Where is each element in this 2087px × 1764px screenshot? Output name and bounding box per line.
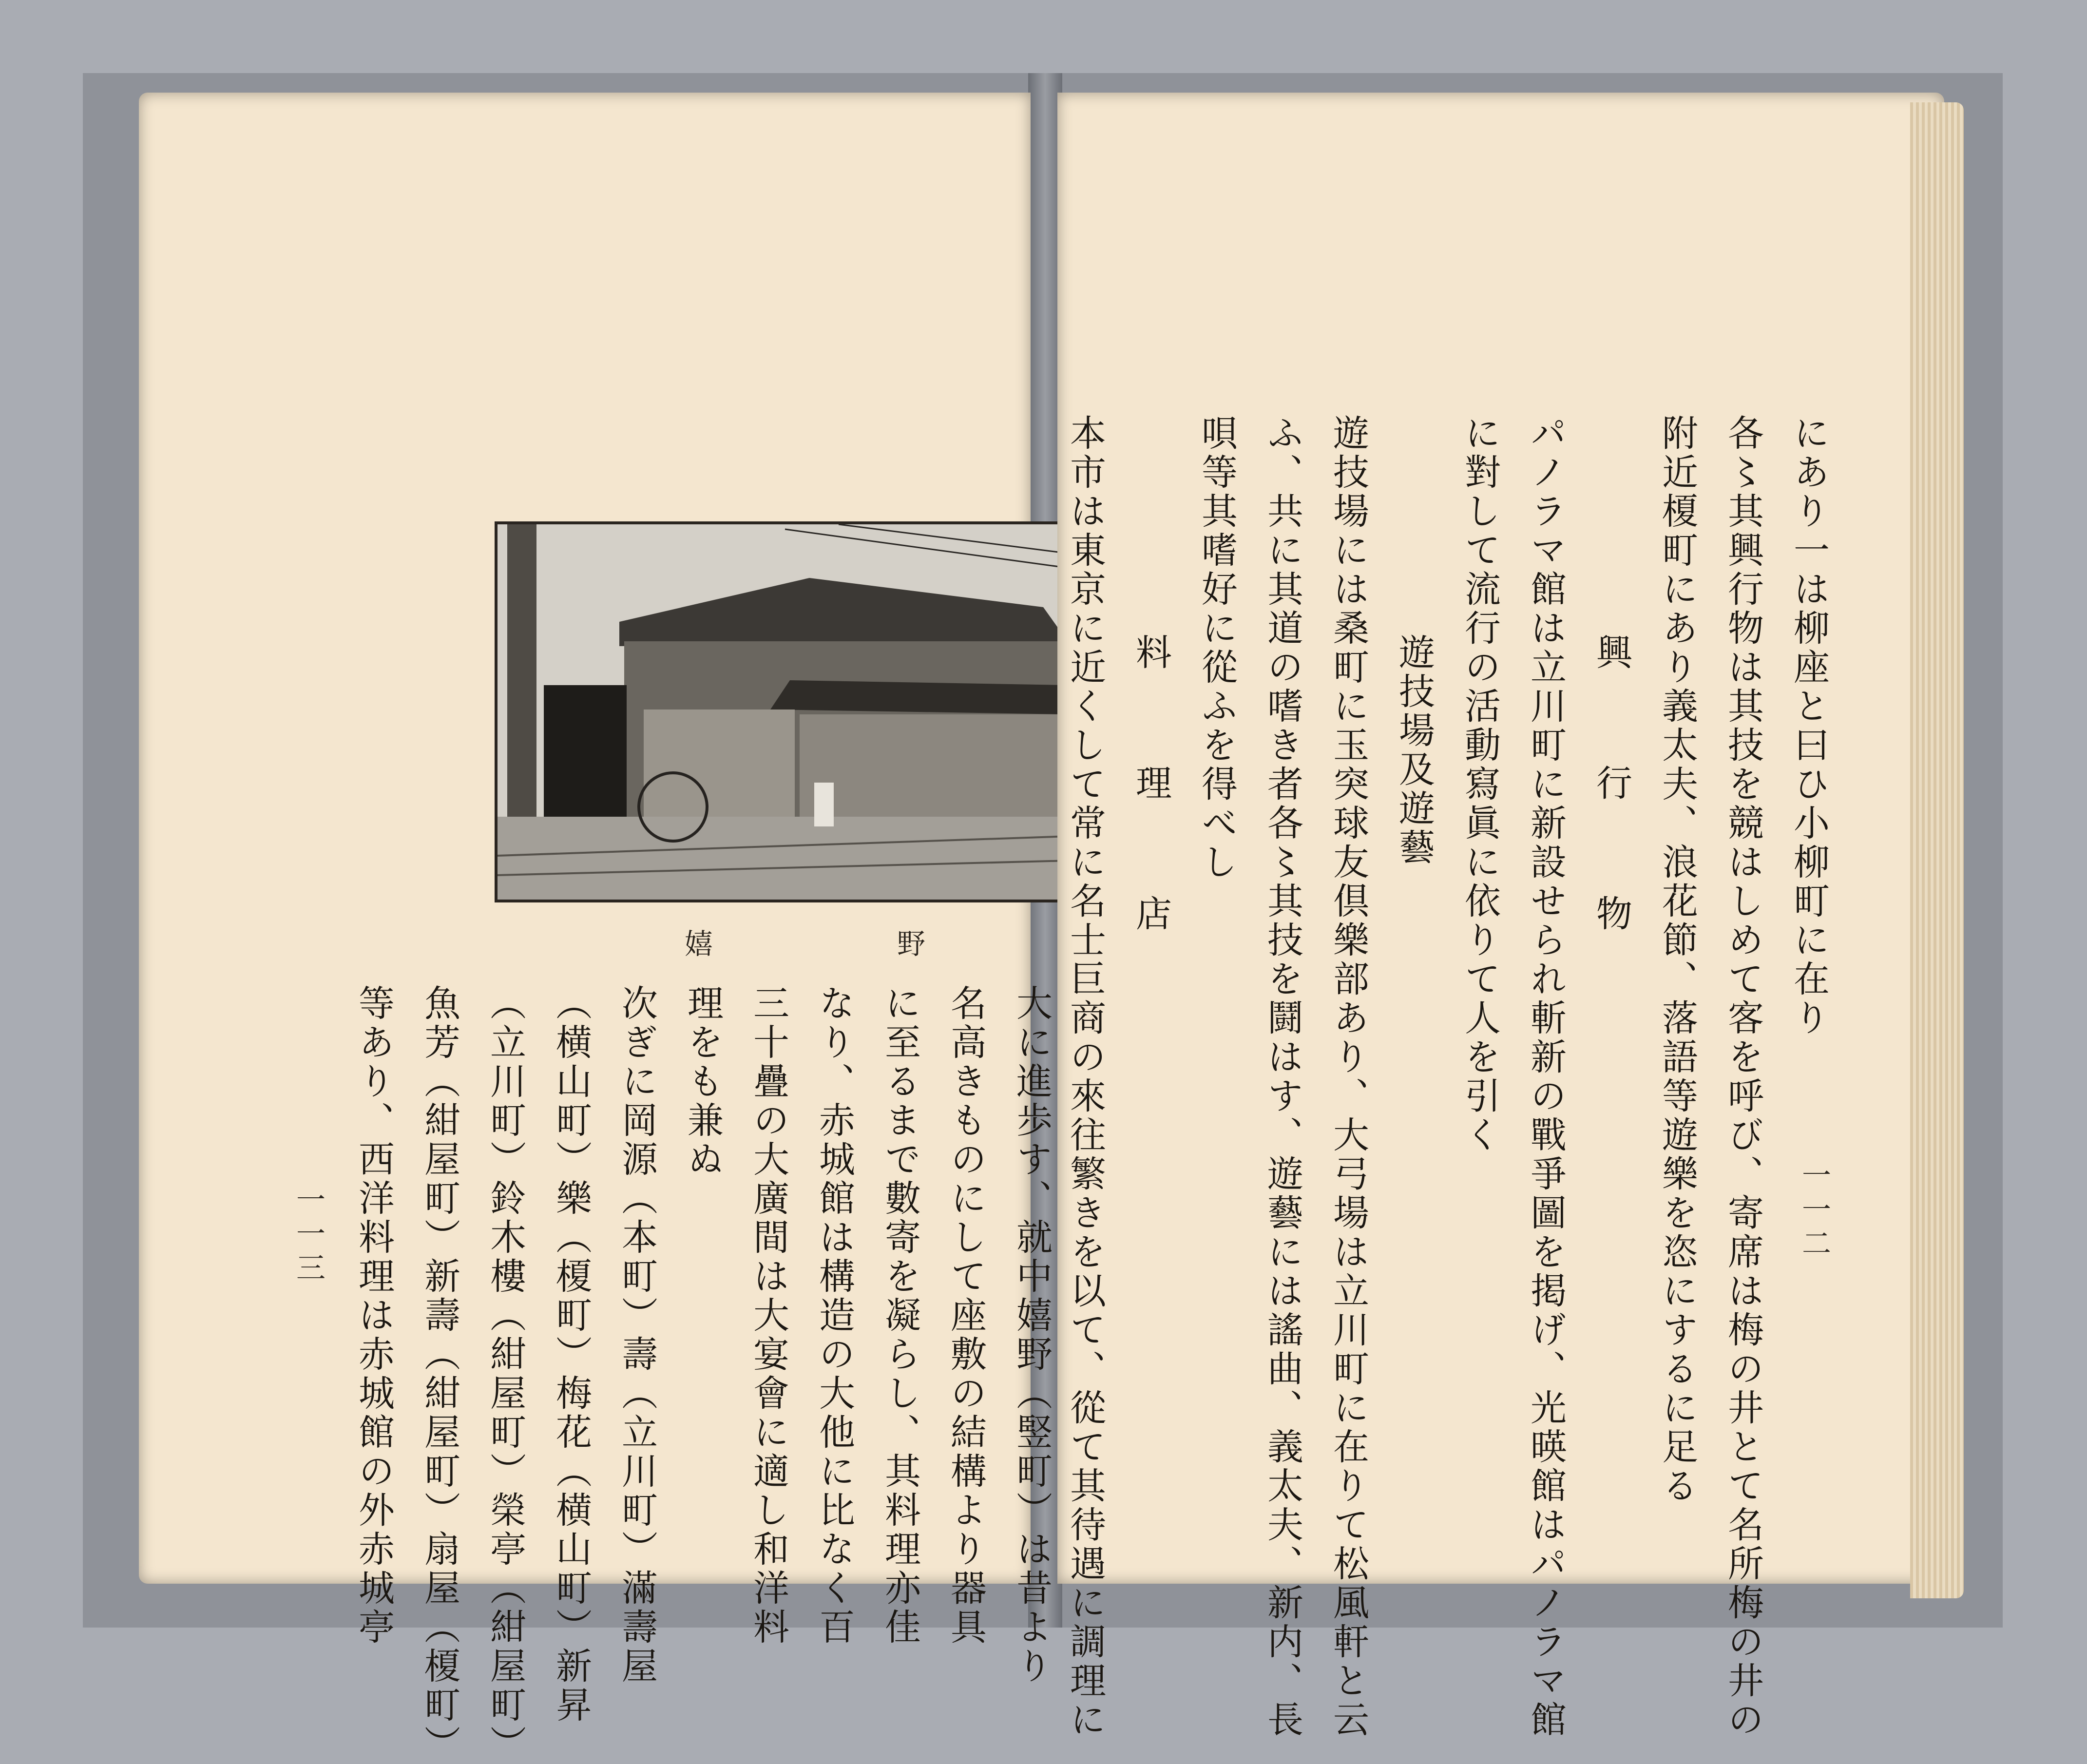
left-page xyxy=(139,93,1053,1764)
book-spread xyxy=(83,73,2003,1764)
text-column: 理をも兼ぬ xyxy=(682,984,724,1179)
text-column: 等あり、西洋料理は赤城館の外赤城亭 xyxy=(353,984,395,1647)
text-column: 本市は東京に近くして常に名士巨商の來往繁きを以て、從て其待遇に調理に xyxy=(1064,414,1106,1740)
building-photo-icon xyxy=(498,524,1070,900)
text-column: 三十疊の大廣間は大宴會に適し和洋料 xyxy=(747,984,789,1647)
page-number: 一一三 xyxy=(291,1184,325,1286)
text-column: 大に進歩す、就中嬉野（竪町）は昔より xyxy=(1011,984,1053,1686)
text-column: 遊技場には桑町に玉突球友倶樂部あり、大弓場は立川町に在りて松風軒と云 xyxy=(1327,414,1369,1740)
page-number: 一一二 xyxy=(1797,1160,1831,1262)
text-column: にあり一は柳座と曰ひ小柳町に在り xyxy=(1788,414,1830,1038)
photo-caption: 嬉 野 xyxy=(685,927,1004,960)
text-column: （横山町）樂（榎町）梅花（横山町）新昇 xyxy=(550,984,592,1725)
text-column: に對して流行の活動寫眞に依りて人を引く xyxy=(1459,414,1501,1155)
text-column: ふ、共に其道の嗜き者各〻其技を鬪はす、遊藝には謠曲、義太夫、新内、長 xyxy=(1262,414,1303,1740)
text-column: 次ぎに岡源（本町）壽（立川町）滿壽屋 xyxy=(616,984,658,1686)
text-column: 各〻其興行物は其技を競はしめて客を呼び、寄席は梅の井とて名所梅の井の xyxy=(1722,414,1764,1740)
text-column: 唄等其嗜好に從ふを得べし xyxy=(1196,414,1238,882)
text-column: に至るまで數寄を凝らし、其料理亦佳 xyxy=(879,984,921,1647)
right-page xyxy=(1057,93,1944,1740)
text-column: 附近榎町にあり義太夫、浪花節、落語等遊樂を恣にするに足る xyxy=(1656,414,1698,1506)
text-column: パノラマ館は立川町に新設せられ斬新の戰爭圖を掲げ、光暎館はパノラマ館 xyxy=(1525,414,1567,1740)
text-column: 名高きものにして座敷の結構より器具 xyxy=(945,984,987,1647)
section-heading: 遊技場及遊藝 xyxy=(1393,633,1435,867)
section-heading: 興 行 物 xyxy=(1590,633,1632,960)
text-column: （立川町）鈴木樓（紺屋町）榮亭（紺屋町） xyxy=(484,984,526,1764)
page-edges xyxy=(1910,102,1964,1598)
photo-ureshino-restaurant xyxy=(495,521,1073,902)
text-column: 魚芳（紺屋町）新壽（紺屋町）扇屋（榎町） xyxy=(419,984,460,1764)
text-column: なり、赤城館は構造の大他に比なく百 xyxy=(813,984,855,1647)
section-heading: 料 理 店 xyxy=(1130,633,1172,960)
